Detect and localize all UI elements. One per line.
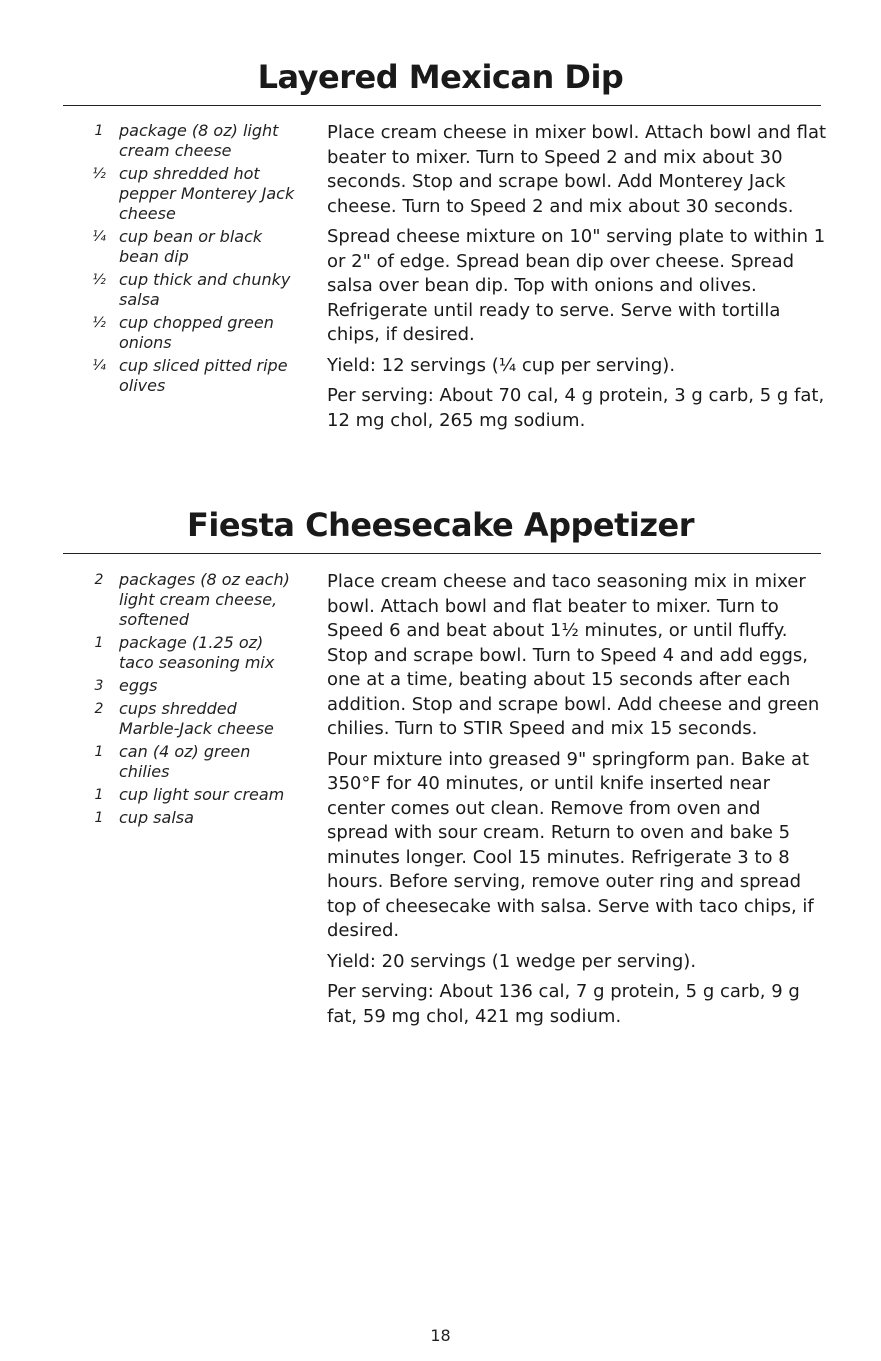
ingredient-text: cup light sour cream bbox=[119, 785, 285, 804]
ingredient-text: cups shredded Marble-Jack cheese bbox=[119, 699, 274, 738]
ingredient-text: packages (8 oz each) light cream cheese, softened bbox=[119, 570, 290, 629]
title-divider bbox=[63, 553, 821, 554]
method-paragraph: Spread cheese mixture on 10" serving plate to within 1 or 2" of edge. Spread bean dip over cheese. Spread salsa over bean dip. Top with onions and olives. Refrigerate until ready to serve. Serve with tortilla chips, if desired. bbox=[327, 226, 826, 345]
ingredients-list bbox=[90, 570, 302, 831]
nutrition-text: Per serving: About 70 cal, 4 g protein, 3 g carb, 5 g fat, 12 mg chol, 265 mg sodium. bbox=[327, 385, 825, 431]
recipe-title: Fiesta Cheesecake Appetizer bbox=[186, 506, 694, 544]
ingredient-item bbox=[90, 570, 302, 630]
ingredient-item bbox=[90, 808, 302, 828]
ingredient-text: can (4 oz) green chilies bbox=[119, 742, 251, 781]
ingredient-quantity: 2 bbox=[94, 572, 104, 588]
ingredient-text: package (8 oz) light cream cheese bbox=[119, 121, 279, 160]
method-paragraph: Place cream cheese and taco seasoning mix in mixer bowl. Attach bowl and flat beater to mixer. Turn to Speed 6 and beat about 1½ minutes, or until fluffy. Stop and scrape bowl. Turn to Speed 4 and add eggs, one at a time, beating about 15 seconds after each addition. Stop and scrape bowl. Add cheese and green chilies. Turn to STIR Speed and mix 15 seconds. bbox=[327, 571, 820, 739]
ingredient-text: cup sliced pitted ripe olives bbox=[119, 356, 288, 395]
ingredient-item bbox=[90, 633, 302, 673]
ingredient-text: cup salsa bbox=[119, 808, 194, 827]
ingredient-text: eggs bbox=[119, 676, 158, 695]
page-number: 18 bbox=[430, 1326, 451, 1345]
ingredient-quantity: 1 bbox=[94, 744, 104, 760]
ingredient-quantity: 1 bbox=[94, 123, 104, 139]
method-paragraph: Place cream cheese in mixer bowl. Attach bowl and flat beater to mixer. Turn to Speed 2 and mix about 30 seconds. Stop and scrape bowl. Add Monterey Jack cheese. Turn to Speed 2 and mix about 30 seconds. bbox=[327, 122, 827, 217]
ingredient-quantity: 2 bbox=[94, 701, 104, 717]
ingredient-quantity: ½ bbox=[92, 315, 106, 331]
ingredient-text: cup bean or black bean dip bbox=[119, 227, 263, 266]
ingredient-quantity: ½ bbox=[92, 166, 106, 182]
yield-text: Yield: 12 servings (¼ cup per serving). bbox=[327, 354, 676, 376]
method-paragraph: Pour mixture into greased 9" springform pan. Bake at 350°F for 40 minutes, or until knife inserted near center comes out clean. Remove from oven and spread with sour cream. Return to oven and bake 5 minutes longer. Cool 15 minutes. Refrigerate 3 to 8 hours. Before serving, remove outer ring and spread top of cheesecake with salsa. Serve with taco chips, if desired. bbox=[327, 748, 814, 941]
ingredient-quantity: 3 bbox=[94, 678, 104, 694]
ingredient-quantity: 1 bbox=[94, 810, 104, 826]
ingredient-item bbox=[90, 742, 302, 782]
recipe-title: Layered Mexican Dip bbox=[257, 58, 624, 96]
ingredient-item bbox=[90, 785, 302, 805]
ingredient-quantity: ¼ bbox=[92, 229, 106, 245]
ingredient-quantity: ¼ bbox=[92, 358, 106, 374]
ingredient-item bbox=[90, 676, 302, 696]
ingredient-quantity: ½ bbox=[92, 272, 106, 288]
yield-text: Yield: 20 servings (1 wedge per serving). bbox=[327, 950, 697, 972]
ingredient-text: package (1.25 oz) taco seasoning mix bbox=[119, 633, 275, 672]
ingredient-quantity: 1 bbox=[94, 635, 104, 651]
ingredient-text: cup chopped green onions bbox=[119, 313, 274, 352]
method-text bbox=[327, 570, 827, 1035]
ingredient-quantity: 1 bbox=[94, 787, 104, 803]
ingredient-item bbox=[90, 699, 302, 739]
nutrition-text: Per serving: About 136 cal, 7 g protein, 5 g carb, 9 g fat, 59 mg chol, 421 mg sodium. bbox=[327, 981, 800, 1027]
ingredient-text: cup thick and chunky salsa bbox=[119, 270, 291, 309]
ingredient-text: cup shredded hot pepper Monterey Jack cheese bbox=[119, 164, 295, 223]
